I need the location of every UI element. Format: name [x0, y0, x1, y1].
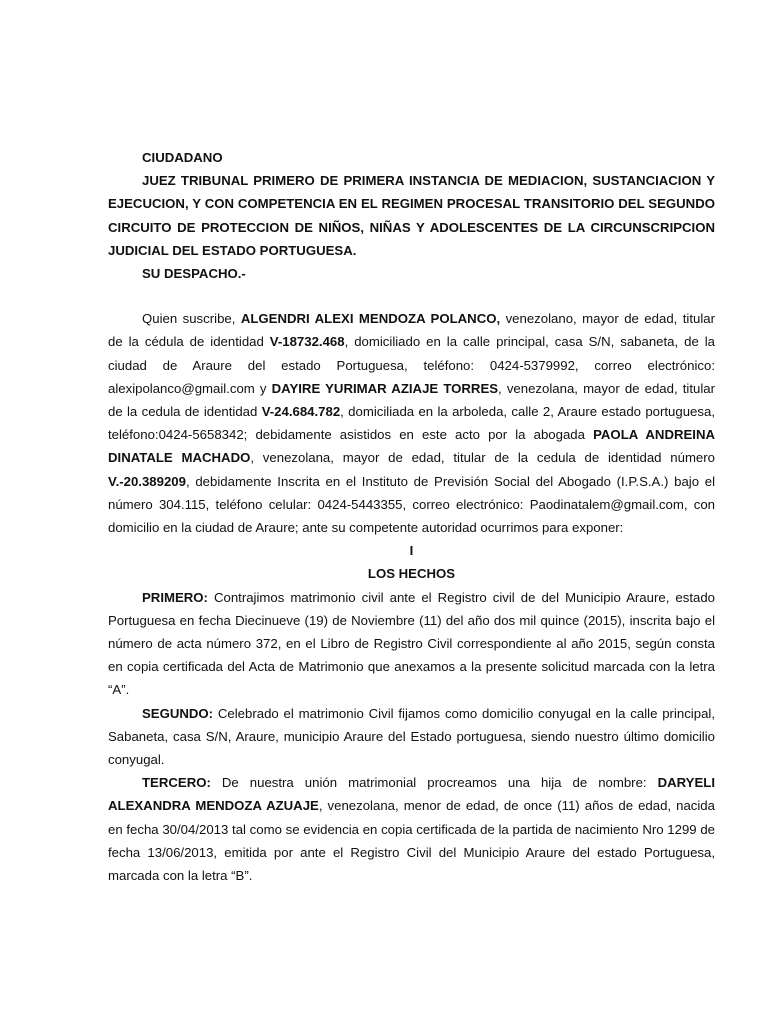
intro-paragraph [108, 307, 715, 539]
intro-text: , domiciliada en la arboleda, calle 2, Araure estado portuguesa, teléfono:0424-5658342; debidamente asistidos en este acto por la abogada [108, 404, 715, 443]
intro-text: , venezolana, mayor de edad, titular de la cedula de identidad número [250, 450, 715, 466]
paragraph-segundo [108, 702, 715, 772]
petitioner-2-name: DAYIRE YURIMAR AZIAJE TORRES [271, 380, 499, 396]
segundo-text: Celebrado el matrimonio Civil fijamos como domicilio conyugal en la calle principal, Sabaneta, casa S/N, Araure, municipio Araure del Estado portuguesa, siendo nuestro último domicilio conyugal. [108, 705, 715, 768]
lawyer-id: V.-20.389209 [108, 473, 186, 489]
primero-text: Contrajimos matrimonio civil ante el Registro civil de del Municipio Araure, estado Portuguesa en fecha Diecinueve (19) de Noviembre (11) del año dos mil quince (2015), inscrita bajo el número de acta número 372, en el Libro de Registro Civil correspondiente al año 2015, según consta en copia certificada del Acta de Matrimonio que anexamos a la presente solicitud marcada con la letra “A”. [108, 589, 715, 698]
lawyer-name: PAOLA ANDREINA DINATALE MACHADO [108, 427, 716, 466]
salutation: CIUDADANO [142, 150, 223, 165]
intro-text: Quien suscribe, [142, 311, 241, 327]
petitioner-1-name: ALGENDRI ALEXI MENDOZA POLANCO, [240, 311, 501, 327]
intro-text: , venezolana, mayor de edad, titular de la cedula de identidad [108, 380, 715, 420]
primero-label: PRIMERO: [142, 589, 208, 605]
paragraph-tercero [108, 771, 715, 887]
child-name: DARYELI ALEXANDRA MENDOZA AZUAJE [108, 775, 715, 814]
intro-text: , domiciliado en la calle principal, casa S/N, sabaneta, de la ciudad de Araure del estado Portuguesa, teléfono: 0424-5379992, correo electrónico: alexipolanco@gmail.com y [108, 334, 715, 396]
tercero-text: , venezolana, menor de edad, de once (11) años de edad, nacida en fecha 30/04/2013 tal como se evidencia en copia certificada de la partida de nacimiento Nro 1299 de fecha 13/06/2013, emitida por ante el Registro Civil del Municipio Araure del estado Portuguesa, marcada con la letra “B”. [108, 798, 715, 884]
tercero-text: De nuestra unión matrimonial procreamos una hija de nombre: [210, 775, 658, 791]
segundo-label: SEGUNDO: [142, 705, 214, 721]
petitioner-1-id: V-18732.468 [269, 334, 345, 350]
paragraph-primero [108, 586, 715, 702]
addressee: JUEZ TRIBUNAL PRIMERO DE PRIMERA INSTANCIA DE MEDIACION, SUSTANCIACION Y EJECUCION, Y CON COMPETENCIA EN EL REGIMEN PROCESAL TRANSITORIO DEL SEGUNDO CIRCUITO DE PROTECCION DE NIÑOS, NIÑAS Y ADOLESCENTES DE LA CIRCUNSCRIPCION JUDICIAL DEL ESTADO PORTUGUESA. [108, 173, 715, 258]
intro-text: venezolano, mayor de edad, titular de la cédula de identidad [108, 311, 715, 350]
section-title: LOS HECHOS [367, 566, 456, 582]
section-numeral: I [409, 543, 414, 559]
tercero-label: TERCERO: [142, 775, 211, 791]
despacho: SU DESPACHO.- [142, 266, 246, 282]
intro-text: , debidamente Inscrita en el Instituto de Previsión Social del Abogado (I.P.S.A.) bajo el número 304.115, teléfono celular: 0424-5443355, correo electrónico: Paodinatalem@gmail.com, con domicilio en la ciudad de Araure; ante su competente autoridad ocurrimos para exponer: [108, 473, 715, 536]
document-body [108, 146, 715, 887]
petitioner-2-id: V-24.684.782 [261, 404, 341, 420]
spacer [108, 285, 715, 307]
